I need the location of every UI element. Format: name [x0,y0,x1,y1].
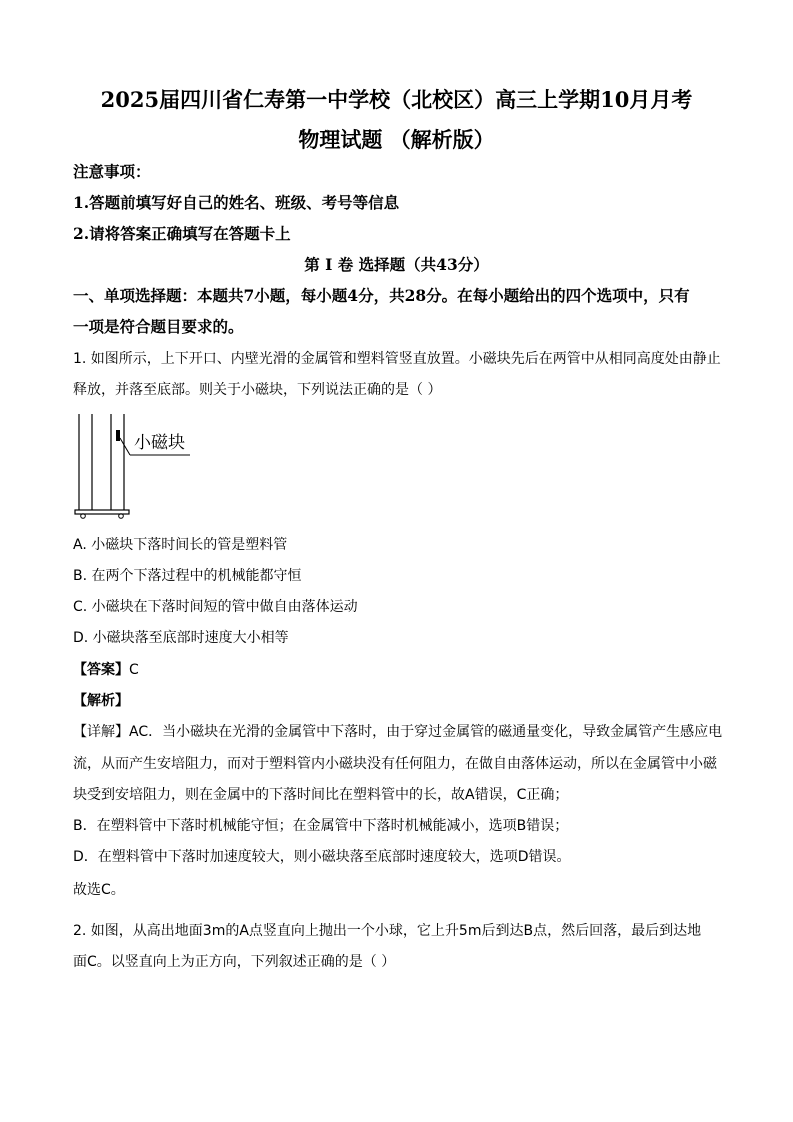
section-instruction-line-1: 一、单项选择题：本题共7小题，每小题4分，共28分。在每小题给出的四个选项中，只有 [73,286,690,305]
q1-tube-figure [70,410,200,525]
q1-stem-line-1: 1. 如图所示，上下开口、内壁光滑的金属管和塑料管竖直放置。小磁块先后在两管中从相同高度处由静止 [73,351,721,367]
q1-stem-line-2: 释放，并落至底部。则关于小磁块，下列说法正确的是（ ） [73,382,442,398]
q1-option-d: D. 小磁块落至底部时速度大小相等 [73,630,289,646]
q1-detail-line-3: 块受到安培阻力，则在金属中的下落时间比在塑料管中的长，故A错误，C正确； [73,787,569,803]
q2-stem-line-1: 2. 如图，从高出地面3m的A点竖直向上抛出一个小球，它上升5m后到达B点，然后回落，最后到达地 [73,923,702,939]
q1-option-a: A. 小磁块下落时间长的管是塑料管 [73,537,288,553]
analysis-tag: 【解析】 [73,693,129,709]
q2-stem-line-2: 面C。以竖直向上为正方向，下列叙述正确的是（ ） [73,954,396,970]
volume-heading: 第 I 卷 选择题（共43分） [304,255,489,274]
q1-detail-line-1: 【详解】AC．当小磁块在光滑的金属管中下落时，由于穿过金属管的磁通量变化，导致金属管产生感应电 [73,724,723,740]
q1-option-b: B. 在两个下落过程中的机械能都守恒 [73,568,302,584]
q1-detail-line-2: 流，从而产生安培阻力，而对于塑料管内小磁块没有任何阻力，在做自由落体运动，所以在金属管中小磁 [73,756,717,772]
q1-detail-line-4: B．在塑料管中下落时机械能守恒；在金属管中下落时机械能减小，选项B错误； [73,818,569,834]
q1-answer-row [73,660,723,680]
notice-heading: 注意事项： [73,162,151,181]
q1-option-c: C. 小磁块在下落时间短的管中做自由落体运动 [73,599,358,615]
answer-tag: 【答案】 [73,662,129,678]
answer-value: C [129,662,139,678]
exam-title: 2025届四川省仁寿第一中学校（北校区）高三上学期10月月考 [100,87,693,112]
q1-detail-line-5: D．在塑料管中下落时加速度较大，则小磁块落至底部时速度较大，选项D错误。 [73,849,571,865]
exam-subtitle: 物理试题 （解析版） [298,127,495,152]
small-magnet [116,430,120,441]
notice-item-2: 2.请将答案正确填写在答题卡上 [73,224,291,243]
q1-conclusion: 故选C。 [73,882,125,898]
label-leader-line [120,438,130,455]
notice-item-1: 1.答题前填写好自己的姓名、班级、考号等信息 [73,193,400,212]
section-instruction-line-2: 一项是符合题目要求的。 [73,317,244,336]
magnet-label: 小磁块 [134,433,185,453]
